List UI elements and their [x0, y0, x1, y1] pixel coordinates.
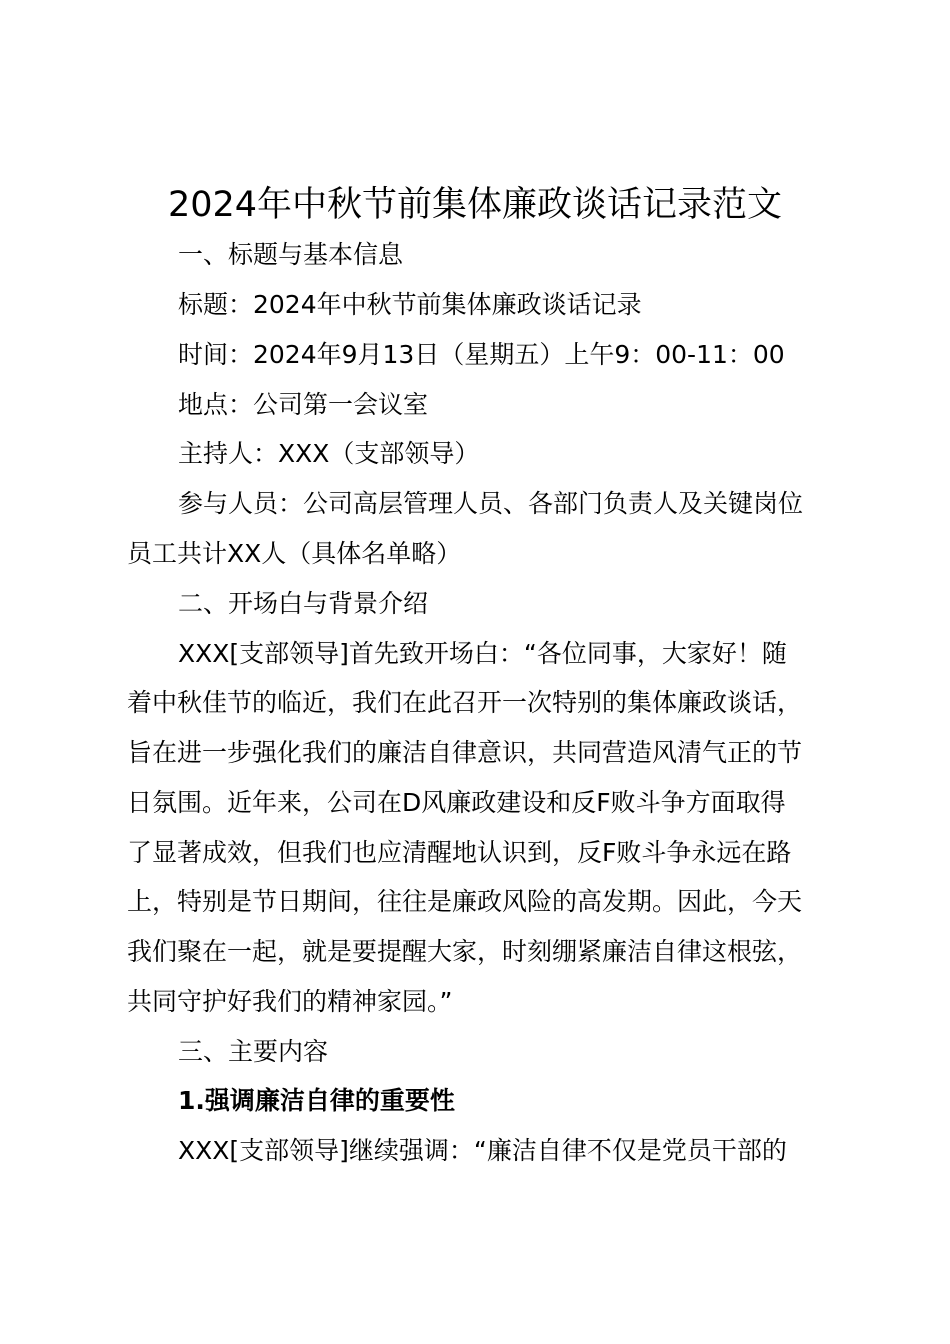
paragraph-line: 旨在进一步强化我们的廉洁自律意识，共同营造风清气正的节: [127, 738, 803, 767]
paragraph-line: XXX[支部领导]继续强调：“廉洁自律不仅是党员干部的: [178, 1136, 787, 1165]
info-title: 标题：2024年中秋节前集体廉政谈话记录: [178, 290, 642, 319]
info-participants: 参与人员：公司高层管理人员、各部门负责人及关键岗位: [178, 489, 804, 518]
paragraph-line: 着中秋佳节的临近，我们在此召开一次特别的集体廉政谈话，: [127, 688, 803, 717]
info-host: 主持人：XXX（支部领导）: [178, 439, 480, 468]
subsection-heading: 1.强调廉洁自律的重要性: [178, 1086, 455, 1115]
paragraph-line: 共同守护好我们的精神家园。”: [127, 987, 453, 1016]
section-heading-basic-info: 一、标题与基本信息: [178, 240, 404, 269]
section-heading-opening: 二、开场白与背景介绍: [178, 589, 429, 618]
paragraph-line: 上，特别是节日期间，往往是廉政风险的高发期。因此，今天: [127, 887, 803, 916]
paragraph-line: 我们聚在一起，就是要提醒大家，时刻绷紧廉洁自律这根弦，: [127, 937, 803, 966]
paragraph-line: XXX[支部领导]首先致开场白：“各位同事，大家好！随: [178, 639, 787, 668]
info-location: 地点：公司第一会议室: [178, 390, 429, 419]
info-participants-cont: 员工共计XX人（具体名单略）: [127, 539, 462, 568]
section-heading-main-content: 三、主要内容: [178, 1037, 329, 1066]
paragraph-line: 了显著成效，但我们也应清醒地认识到，反F败斗争永远在路: [127, 838, 792, 867]
paragraph-line: 日氛围。近年来，公司在D风廉政建设和反F败斗争方面取得: [127, 788, 786, 817]
document-title: 2024年中秋节前集体廉政谈话记录范文: [167, 185, 783, 225]
info-time: 时间：2024年9月13日（星期五）上午9：00-11：00: [178, 340, 785, 369]
